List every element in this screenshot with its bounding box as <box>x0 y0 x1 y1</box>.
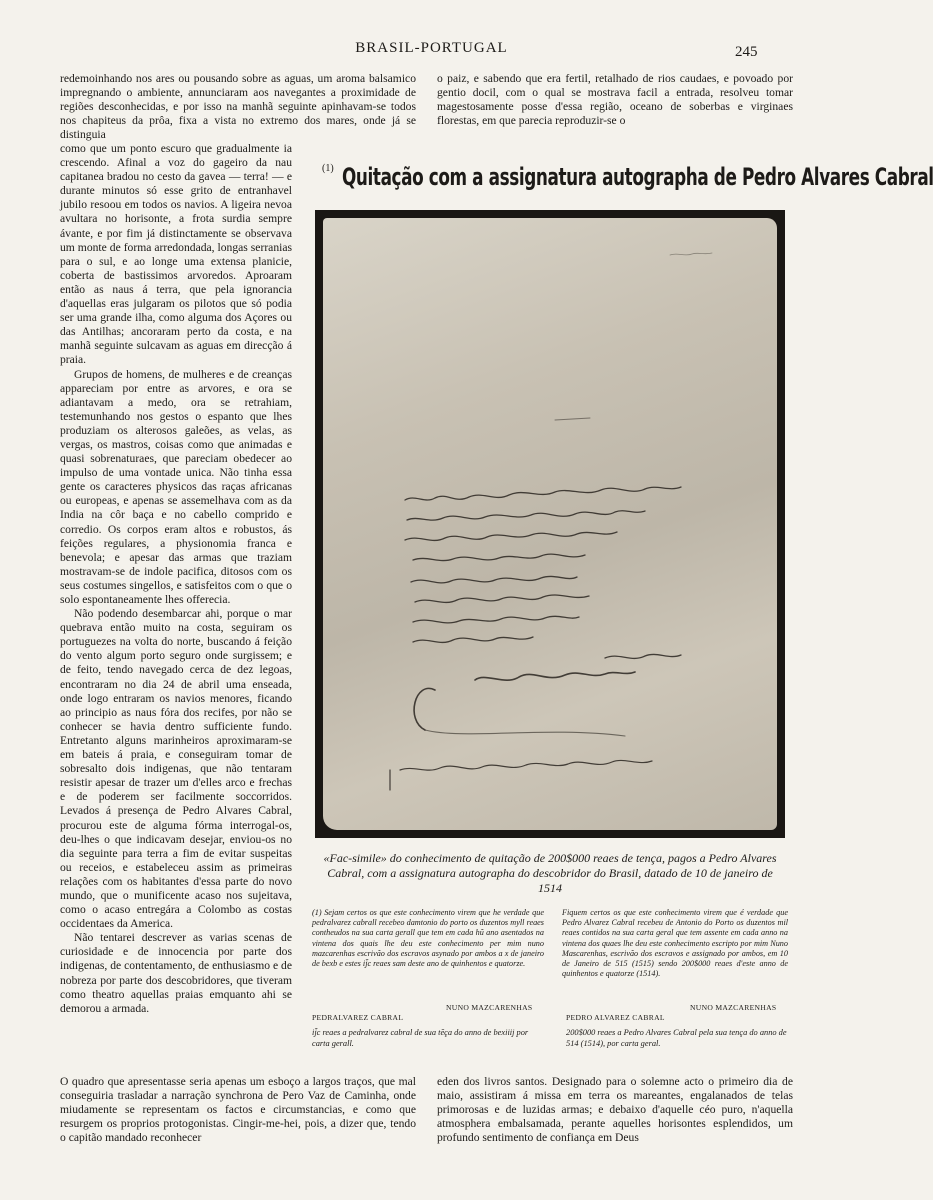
signature-name-mascarenhas-modern: NUNO MAZCARENHAS <box>690 1003 777 1012</box>
figure-heading <box>322 163 933 191</box>
article-top-right <box>437 72 793 128</box>
page-header-title: BRASIL-PORTUGAL <box>355 40 508 56</box>
figure-caption: «Fac-simile» do conhecimento de quitação de 200$000 reaes de tença, pagos a Pedro Alvares Cabral, com a assignatura autographa do descobridor do Brasil, datado de 10 de janeiro de 1514 <box>323 851 777 895</box>
paragraph: O quadro que apresentasse seria apenas um esboço a largos traços, que mal conseguiria trasladar a narração synchrona de Pero Vaz de Caminha, onde miudamente se representam os factos e circumstancias, e como que resurgem os proprios protogonistas. Cingir-me-hei, pois, a dizer que, tendo o capitão mandado reconhecer <box>60 1075 416 1145</box>
article-bottom-left <box>60 1075 416 1145</box>
article-top-left <box>60 72 416 142</box>
transcription-original: (1) Sejam certos os que este conhecimento virem que he verdade que pedralvarez cabrall recebeo damtonio do porto os duzentos myll reaes contheudos na sua carta gerall que tem em cada hũ ano asentados na vintena dos quais lhe deu este conhecimento per mim nuno mazcarenhas escrivão dos escravos asynado por ambos a x de janeiro de bexb e estes ij̃c reaes sam deste ano de quinhentos e quatorze. <box>312 908 544 969</box>
paragraph: eden dos livros santos. Designado para o solemne acto o primeiro dia de maio, assistiram á missa em terra os mareantes, engalanados de telas primorosas e de luzidas armas; e debaixo d'aquelle céo puro, n'aquella atmosphera embalsamada, perante aquelles horisontes esplendidos, um profundo sentimento de confiança em Deus <box>437 1075 793 1145</box>
transcription-modern: Fiquem certos os que este conhecimento virem que é verdade que Pedro Alvarez Cabral recebeu de Antonio do Porto os duzentos mil reaes contidos na sua carta geral que tem assente em cada anno na vintena dos quaes lhe deu este conhecimento escripto por mim Nuno Mascarenhas, escrivão dos escravos e assignado por ambos, em 10 de Janeiro de 515 (1515) sendo 200$000 reaes d'este anno de quinhentos e quatorze (1514). <box>562 908 788 979</box>
paragraph: Não tentarei descrever as varias scenas de curiosidade e de innocencia por parte dos indigenas, de contentamento, de enthusiasmo e de nobreza por parte dos descobridores, que tiveram como theatro aquellas praias emquanto ahi se demorou a armada. <box>60 931 292 1015</box>
paragraph: o paiz, e sabendo que era fertil, retalhado de rios caudaes, e povoado por gentio docil, com o qual se mostrava facil a entrada, resolveu tomar magestosamente posse d'essa região, oceano de soberbas e virginaes florestas, em que parecia reproduzir-se o <box>437 72 793 128</box>
paragraph: como que um ponto escuro que gradualmente ia crescendo. Afinal a voz do gageiro da nau capitanea bradou no cesto da gavea — terra! — e durante minutos só esse grito de entranhavel jubilo resoou em todos os navios. A ligeira nevoa avultara no horisonte, a frota surdia sempre ávante, e por fim já distinctamente se observava um monte de forma arredondada, longas serranias para o sul, e ao longe uma extensa planicie, coberta de bastissimos arvoredos. Aproaram então as naus á terra, que pela ignorancia d'aquellas eras julgaram os pilotos que só podia ser uma grande ilha, como alguma dos Açores ou das Antilhas; ancoraram perto da costa, e na manhã seguinte sulcavam as aguas em direcção á praia. <box>60 142 292 367</box>
article-narrow-column <box>60 142 292 1016</box>
handwriting-drawing <box>315 210 785 838</box>
manuscript-facsimile-image <box>315 210 785 838</box>
signature-name-cabral-modern: PEDRO ALVAREZ CABRAL <box>566 1013 665 1022</box>
paragraph: redemoinhando nos ares ou pousando sobre as aguas, um aroma balsamico impregnando o ambiente, annunciaram aos navegantes a proximidade de regiões desconhecidas, e por isso na manhã seguinte apinhavam-se todos nos chapiteus da prôa, fixa a vista no extremo dos mares, onde já se distinguia <box>60 72 416 142</box>
signature-name-mascarenhas-original: NUNO MAZCARENHAS <box>446 1003 533 1012</box>
marginal-note-modern: 200$000 reaes a Pedro Alvares Cabral pela sua tença do anno de 514 (1514), por carta geral. <box>566 1028 787 1048</box>
article-bottom-right <box>437 1075 793 1145</box>
signature-name-cabral-original: PEDRALVAREZ CABRAL <box>312 1013 404 1022</box>
figure-title: Quitação com a assignatura autographa de Pedro Alvares Cabral <box>341 163 933 191</box>
paragraph: Não podendo desembarcar ahi, porque o mar quebrava então muito na costa, seguiram os portuguezes na volta do norte, buscando á feição do vento algum porto seguro onde surgissem; e de feito, tendo navegado cerca de dez legoas, encontraram no dia 24 de abril uma enseada, onde logo entraram os navios menores, ficando ao principio as naus fóra dos recifes, por não se conhecer se havia dentro sufficiente fundo. Entretanto alguns marinheiros aproximaram-se em bateis á praia, e conseguiram tomar de sobresalto dois indigenas, que não tentaram resistir apesar de trazer um d'elles arco e frechas e de poderem ser facilmente soccorridos. Levados á presença de Pedro Alvares Cabral, procurou este de alguma fórma interrogal-os, deu-lhes o que indicavam desejar, enviou-os no dia seguinte para terra a fim de evitar suspeitas ou receios, e estabeleceu assim as primeiras relações com os habitantes d'essa parte do novo mundo, que o munificente acaso nos sujeitava, como o acaso entregára a Colombo as costas occidentaes da America. <box>60 607 292 931</box>
page-number: 245 <box>735 44 758 60</box>
marginal-note-original: ij̃c reaes a pedralvarez cabral de sua tẽça do anno de bexiiij por carta gerall. <box>312 1028 529 1048</box>
paragraph: Grupos de homens, de mulheres e de creanças appareciam por entre as arvores, e ora se adiantavam a medo, ora se retrahiam, testemunhando nos gestos o espanto que lhes produziam os alterosos galeões, as velas, as vergas, os mastros, coisas como que animadas e quasi sobrenaturaes, que pareciam obedecer ao impulso de uma vontade unica. Não tinha essa gente os caracteres physicos das raças africanas ou europeas, e apenas se assemelhava com as da India na côr baça e no cabello comprido e corredio. Os corpos eram altos e robustos, ás feições regulares, a physionomia franca e benevola; e apesar das armas que traziam mostravam-se de indole pacifica, ditosos com os seus costumes singellos, e satisfeitos com o que o solo espontaneamente lhes offerecia. <box>60 367 292 606</box>
footnote-marker: (1) <box>322 163 334 174</box>
